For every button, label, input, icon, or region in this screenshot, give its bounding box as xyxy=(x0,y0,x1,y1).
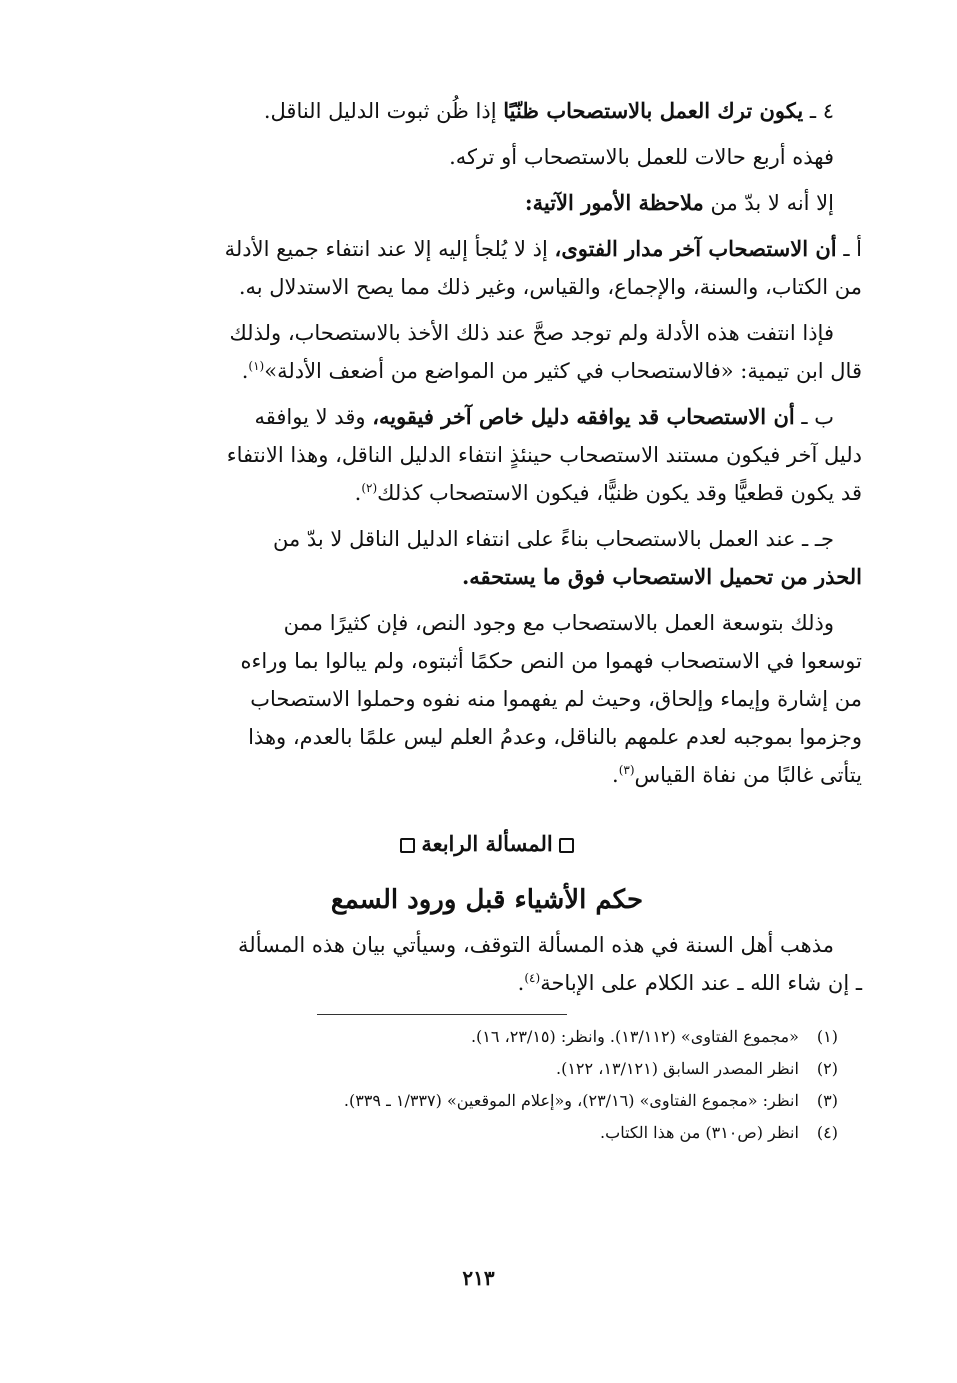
notes-intro-text: إلا أنه لا بدّ من xyxy=(710,191,834,215)
note-b-rest: وقد لا يوافقه xyxy=(254,405,366,429)
note-d-line-5: يتأتى غالبًا من نفاة القياس$^{(٣)}$. xyxy=(612,763,862,787)
note-b-bold: أن الاستصحاب قد يوافقه دليل خاص آخر فيقويه، xyxy=(372,404,795,429)
note-b xyxy=(112,398,862,512)
note-b-line-3: قد يكون قطعيًّا وقد يكون ظنيًّا، فيكون الاستصحاب كذلك$^{(٢)}$. xyxy=(354,481,862,505)
note-d-line-2: توسعوا في الاستصحاب فهموا من النص حكمًا أثبتوه، ولم يبالوا بما وراءه xyxy=(240,649,862,673)
note-a-bold: أن الاستصحاب آخر مدار الفتوى، xyxy=(554,236,837,261)
note-d-line-1: وذلك بتوسعة العمل بالاستصحاب مع وجود النص، فإن كثيرًا ممن xyxy=(283,611,834,635)
point-4-bold: يكون ترك العمل بالاستصحاب ظنّيًا xyxy=(503,98,804,123)
footnote-ref-4: (٤) xyxy=(524,971,541,985)
footnote-item xyxy=(112,1053,862,1085)
section-marker xyxy=(112,824,862,864)
note-d-line-3: من إشارة وإيماء وإلحاق، وحيث لم يفهموا منه نفوه وحملوا الاستصحاب xyxy=(250,687,862,711)
note-a-prefix: أ ـ xyxy=(843,237,862,261)
footnote-item xyxy=(112,1085,862,1117)
note-a2-line-2: قال ابن تيمية: «فالاستصحاب في كثير من المواضع من أضعف الأدلة»$^{(١)}$. xyxy=(241,359,862,383)
note-a-rest: إذ لا يُلجأ إليه إلا عند انتفاء جميع الأدلة xyxy=(224,237,548,261)
note-a-line-2: من الكتاب، والسنة، والإجماع، والقياس، وغير ذلك مما يصح الاستدلال به. xyxy=(238,275,862,299)
footnote-text: انظر (ص٣١٠) من هذا الكتاب. xyxy=(600,1123,799,1142)
point-4 xyxy=(112,92,862,130)
note-b-prefix: ب ـ xyxy=(801,405,834,429)
footnote-text: «مجموع الفتاوى» (١٣/١١٢). وانظر: (٢٣/١٥، ١٦). xyxy=(470,1027,799,1046)
footnote-ref-3: (٣) xyxy=(618,763,635,777)
point-4-number: ٤ ـ xyxy=(809,99,834,123)
ibn-taymiyya-quote: قال ابن تيمية: «فالاستصحاب في كثير من المواضع من أضعف الأدلة» xyxy=(264,359,862,383)
note-d xyxy=(112,604,862,794)
footnote-text: انظر: «مجموع الفتاوى» (٢٣/١٦)، و«إعلام الموقعين» (١/٣٣٧ ـ ٣٣٩). xyxy=(343,1091,799,1110)
footnote-number: (٤) xyxy=(816,1123,838,1142)
point-4-rest: إذا ظُن ثبوت الدليل الناقل. xyxy=(263,99,497,123)
footnote-item xyxy=(112,1021,862,1053)
note-d-line-4: وجزموا بموجبه لعدم علمهم بالناقل، وعدمُ العلم ليس علمًا بالعدم، وهذا xyxy=(248,725,862,749)
note-c xyxy=(112,520,862,596)
footnote-number: (٣) xyxy=(816,1091,838,1110)
footnote-ref-2: (٢) xyxy=(361,481,378,495)
notes-intro-bold: ملاحظة الأمور الآتية: xyxy=(524,190,704,215)
footnote-ref-1: (١) xyxy=(248,359,265,373)
footnote-divider xyxy=(317,1014,567,1015)
notes-intro xyxy=(112,184,862,222)
footnotes xyxy=(112,1021,862,1149)
section-paragraph xyxy=(112,926,862,1002)
section-marker-label: المسألة الرابعة xyxy=(421,831,553,856)
box-ornament-icon xyxy=(559,838,574,853)
note-c-line-2: الحذر من تحميل الاستصحاب فوق ما يستحقه. xyxy=(461,564,862,589)
footnote-number: (٢) xyxy=(816,1059,838,1078)
note-b-line-1 xyxy=(112,398,862,436)
footnote-text: انظر المصدر السابق (١٣/١٢١، ١٢٢). xyxy=(556,1059,799,1078)
note-a-continuation xyxy=(112,314,862,390)
note-c-line-1: جـ ـ عند العمل بالاستصحاب بناءً على انتفاء الدليل الناقل لا بدّ من xyxy=(272,527,834,551)
note-a2-line-1: فإذا انتفت هذه الأدلة ولم توجد صحَّ عند ذلك الأخذ بالاستصحاب، ولذلك xyxy=(229,321,834,345)
note-a xyxy=(112,230,862,306)
note-b-line-2: دليل آخر فيكون مستند الاستصحاب حينئذٍ انتفاء الدليل الناقل، وهذا الانتفاء xyxy=(226,443,862,467)
footnote-item xyxy=(112,1117,862,1149)
note-a-line-1 xyxy=(112,230,862,268)
book-page xyxy=(112,92,862,1332)
footnote-number: (١) xyxy=(816,1027,838,1046)
page-number: ٢١٣ xyxy=(462,1266,495,1290)
summary-paragraph: فهذه أربع حالات للعمل بالاستصحاب أو تركه. xyxy=(449,145,834,169)
section-line-1: مذهب أهل السنة في هذه المسألة التوقف، وسيأتي بيان هذه المسألة xyxy=(238,933,834,957)
section-heading: حكم الأشياء قبل ورود السمع xyxy=(330,885,644,915)
section-line-2: ـ إن شاء الله ـ عند الكلام على الإباحة$^{(٤)}$. xyxy=(517,971,862,995)
box-ornament-icon xyxy=(400,838,415,853)
